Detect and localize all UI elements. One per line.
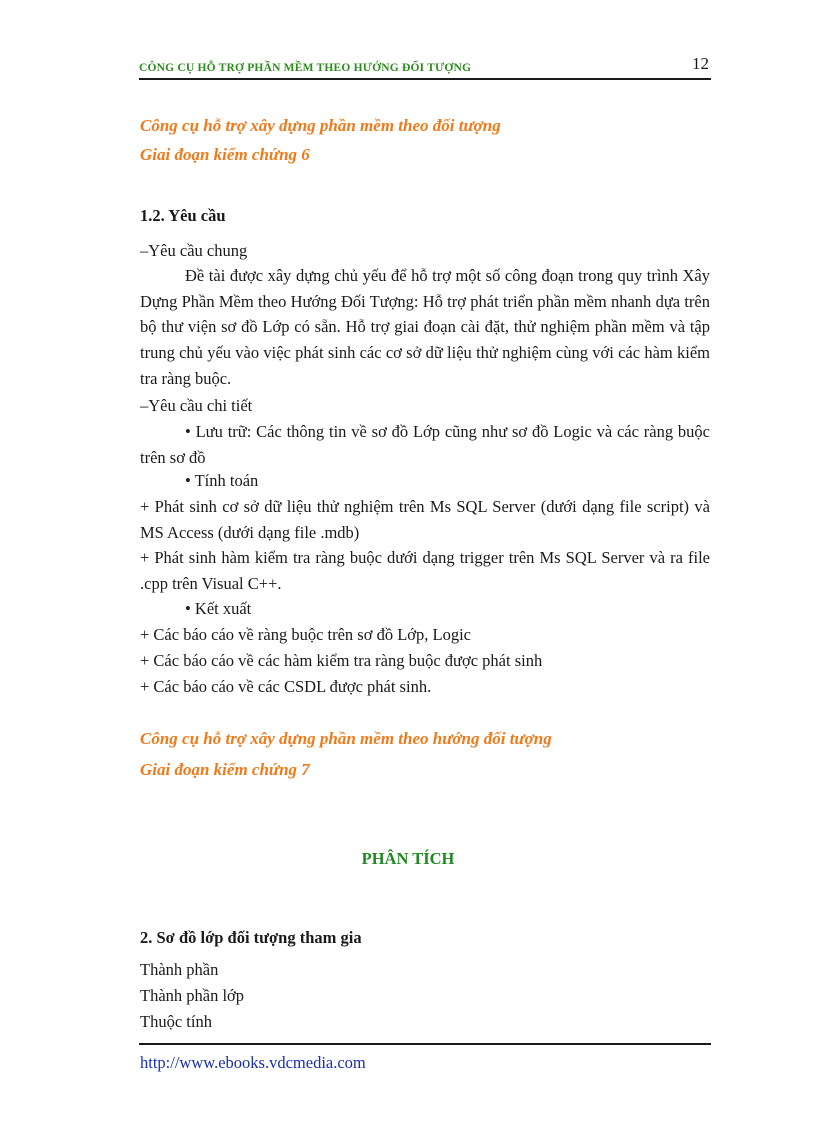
storage-text: • Lưu trữ: Các thông tin về sơ đồ Lớp cũng như sơ đồ Logic và các ràng buộc trên sơ đồ — [140, 422, 710, 467]
detail-requirements-label: –Yêu cầu chi tiết — [140, 396, 253, 415]
page-header — [139, 52, 711, 78]
footer-rule — [139, 1043, 711, 1045]
footer-link[interactable]: http://www.ebooks.vdcmedia.com — [140, 1053, 366, 1072]
header-title: CÔNG CỤ HỖ TRỢ PHẦN MỀM THEO HƯỚNG ĐỐI TƯỢNG — [139, 62, 472, 74]
section1-title-line2: Giai đoạn kiểm chứng 6 — [140, 145, 310, 164]
section2-title-line2: Giai đoạn kiểm chứng 7 — [140, 760, 310, 779]
compute-item: + Phát sinh cơ sở dữ liệu thử nghiệm trên Ms SQL Server (dưới dạng file script) và MS Access (dưới dạng file .mdb) — [140, 497, 710, 542]
section2-title-line1: Công cụ hỗ trợ xây dựng phần mềm theo hướng đối tượng — [140, 729, 552, 748]
export-item: + Các báo cáo về các hàm kiểm tra ràng buộc được phát sinh — [140, 651, 543, 670]
section1-title-line1: Công cụ hỗ trợ xây dựng phần mềm theo đối tượng — [140, 116, 501, 135]
class-diagram-heading: 2. Sơ đồ lớp đối tượng tham gia — [140, 928, 362, 947]
list-item: Thuộc tính — [140, 1012, 212, 1031]
list-item: Thành phần — [140, 960, 219, 979]
analysis-title: PHÂN TÍCH — [361, 849, 455, 868]
general-requirements-text: Đề tài được xây dựng chủ yếu để hỗ trợ một số công đoạn trong quy trình Xây Dựng Phần Mềm theo Hướng Đối Tượng: Hỗ trợ phát triển phần mềm nhanh dựa trên bộ thư viện sơ đồ Lớp có sẵn. Hỗ trợ giai đoạn cài đặt, thử nghiệm phần mềm và tập trung chủ yếu vào việc phát sinh các cơ sở dữ liệu thử nghiệm cùng với các hàm kiểm tra ràng buộc. — [140, 266, 710, 388]
export-item: + Các báo cáo về các CSDL được phát sinh. — [140, 677, 432, 696]
header-rule — [139, 78, 711, 80]
list-item: Thành phần lớp — [140, 986, 245, 1005]
page-number: 12 — [692, 54, 709, 73]
general-requirements-label: –Yêu cầu chung — [140, 241, 248, 260]
requirements-heading: 1.2. Yêu cầu — [140, 206, 226, 225]
export-label: • Kết xuất — [185, 599, 252, 618]
compute-item: + Phát sinh hàm kiểm tra ràng buộc dưới dạng trigger trên Ms SQL Server và ra file .cpp trên Visual C++. — [140, 548, 710, 593]
export-item: + Các báo cáo về ràng buộc trên sơ đồ Lớp, Logic — [140, 625, 471, 644]
compute-label: • Tính toán — [185, 471, 259, 490]
